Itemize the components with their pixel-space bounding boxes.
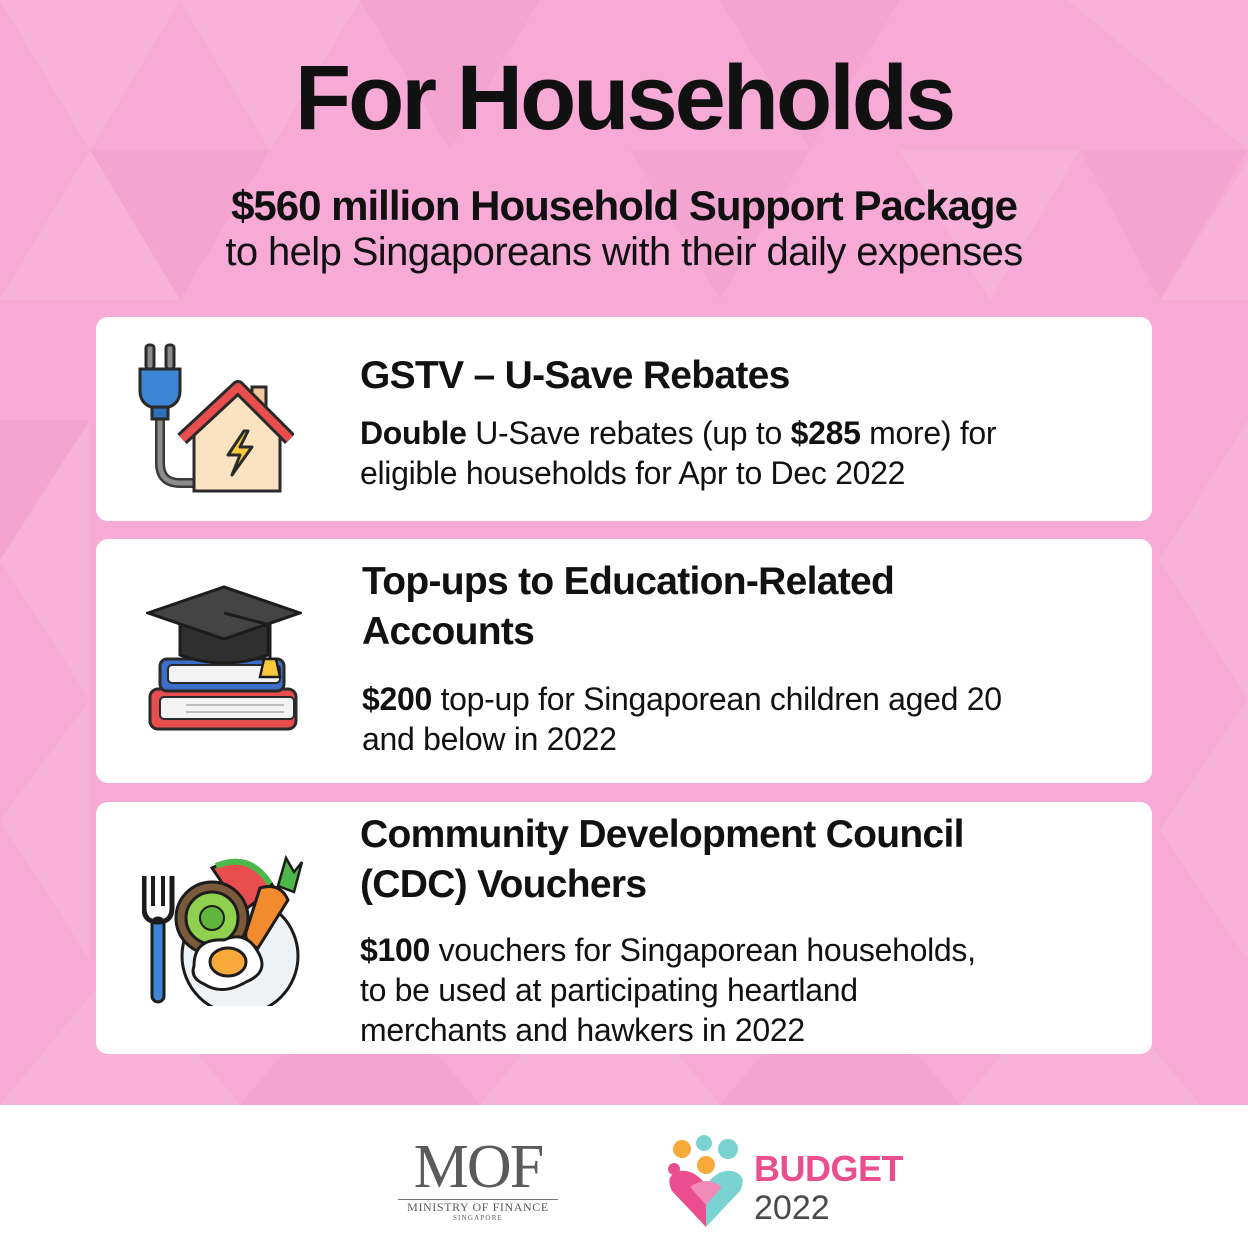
food-plate-icon [142,848,308,1006]
desc-bold-amount: $200 [362,681,432,717]
card-education-topups [96,539,1152,783]
card-text [360,810,1130,1050]
desc-bold-double: Double [360,415,467,451]
desc-text: eligible households for Apr to Dec 2022 [360,455,906,491]
page-title: For Households [294,47,954,149]
desc-bold-amount: $100 [360,932,430,968]
card-cdc-vouchers [96,802,1152,1054]
desc-text: to be used at participating heartland [360,972,858,1008]
desc-text: U-Save rebates (up to [466,415,791,451]
budget-word: BUDGET [754,1148,903,1189]
subtitle-bold: $560 million Household Support Package [231,182,1017,229]
budget-logo-icon [666,1135,746,1231]
desc-bold-amount: $285 [790,415,861,451]
card-text [360,351,1120,493]
card-gstv-usave [96,317,1152,521]
mof-country: SINGAPORE [452,1214,504,1222]
card-description [360,413,1120,493]
card-title-line: Accounts [362,610,535,653]
card-description [360,930,1130,1050]
card-title [360,810,1130,910]
subtitle [0,183,1248,275]
graduation-books-icon [146,585,302,737]
desc-text: and below in 2022 [362,721,617,757]
desc-text: top-up for Singaporean children aged 20 [432,681,1002,717]
mof-logo [398,1133,558,1223]
mof-name: MINISTRY OF FINANCE [407,1200,549,1214]
card-title: GSTV – U-Save Rebates [360,354,790,397]
card-description [362,679,1132,759]
card-text [362,557,1132,759]
card-title [362,557,1132,657]
desc-text: more) for [860,415,997,451]
house-plug-icon [134,343,294,495]
budget-year: 2022 [754,1189,830,1227]
subtitle-regular: to help Singaporeans with their daily expenses [225,230,1023,274]
mof-wordmark: MOF [413,1133,543,1201]
card-title-line: (CDC) Vouchers [360,863,647,906]
desc-text: merchants and hawkers in 2022 [360,1012,805,1048]
desc-text: vouchers for Singaporean households, [430,932,976,968]
footer [0,1105,1248,1248]
card-title-line: Top-ups to Education-Related [362,560,895,603]
card-title-line: Community Development Council [360,813,964,856]
